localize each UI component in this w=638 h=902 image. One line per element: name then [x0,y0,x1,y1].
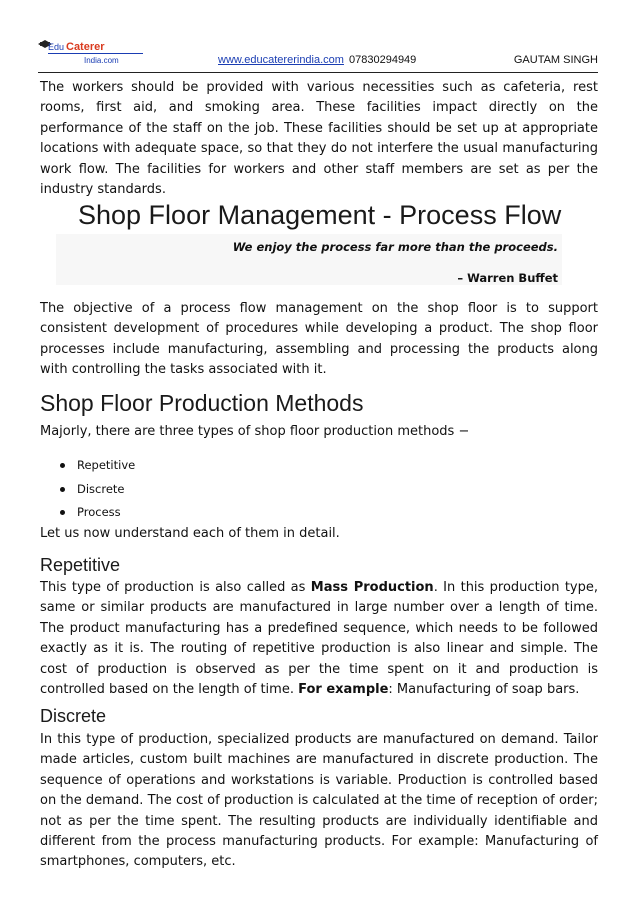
mass-production-term: Mass Production [310,580,434,595]
methods-intro: Majorly, there are three types of shop floor production methods − [40,424,470,439]
repetitive-paragraph: This type of production is also called as Mass Production. In this production type, same or similar products are manufactured in large number over a length of time. The product manufacturing has a predefined sequence, which needs to be followed exactly as it is. The routing of repetitive production is also linear and simple. The cost of production is observed as per the time spent on it and production is controlled based on the length of time. For example: Manufacturing of soap bars. [40,580,598,698]
quote-text: We enjoy the process far more than the proceeds. [232,240,558,254]
list-item: Process [40,503,340,527]
intro-paragraph: The workers should be provided with various necessities such as cafeteria, rest rooms, first aid, and smoking area. These facilities impact directly on the performance of the staff on the job. These facilities should be set up at appropriate locations with adequate space, so that they do not interfere the usual manufacturing work flow. The facilities for workers and other staff members are set as per the industry standards. [40,80,598,198]
discrete-paragraph: In this type of production, specialized products are manufactured on demand. Tailor made articles, custom built machines are manufactured in discrete production. The sequence of operations and workstations is variable. Production is controlled based on the demand. The cost of production is calculated at the time of reception of order; not as per the time spent. The resulting products are individually identifiable and different from the process manufacturing products. For example: Manufacturing of smartphones, computers, etc. [40,732,598,870]
quote-author: – Warren Buffet [457,271,558,285]
page-header [38,30,598,73]
repetitive-heading: Repetitive [40,555,121,575]
section-title: Shop Floor Management - Process Flow [78,200,562,230]
website-link[interactable]: www.educatererindia.com [218,54,344,66]
methods-heading: Shop Floor Production Methods [40,390,364,416]
phone-number: 07830294949 [349,54,417,66]
svg-text:India.com: India.com [84,56,119,65]
quote-box [56,234,562,285]
objective-paragraph: The objective of a process flow management on the shop floor is to support consistent development of procedures while developing a product. The shop floor processes include manufacturing, assembling and processing the products along with controlling the tasks associated with it. [40,301,598,378]
example-label: For example [298,682,389,698]
svg-text:Caterer: Caterer [66,41,105,53]
svg-text:Edu: Edu [48,42,65,52]
list-item: Discrete [40,480,340,504]
discrete-heading: Discrete [40,706,107,726]
methods-outro: Let us now understand each of them in detail. [40,526,340,541]
methods-list [40,456,340,527]
educaterer-logo [38,36,148,68]
list-item: Repetitive [40,456,340,480]
author-name: GAUTAM SINGH [513,54,598,66]
